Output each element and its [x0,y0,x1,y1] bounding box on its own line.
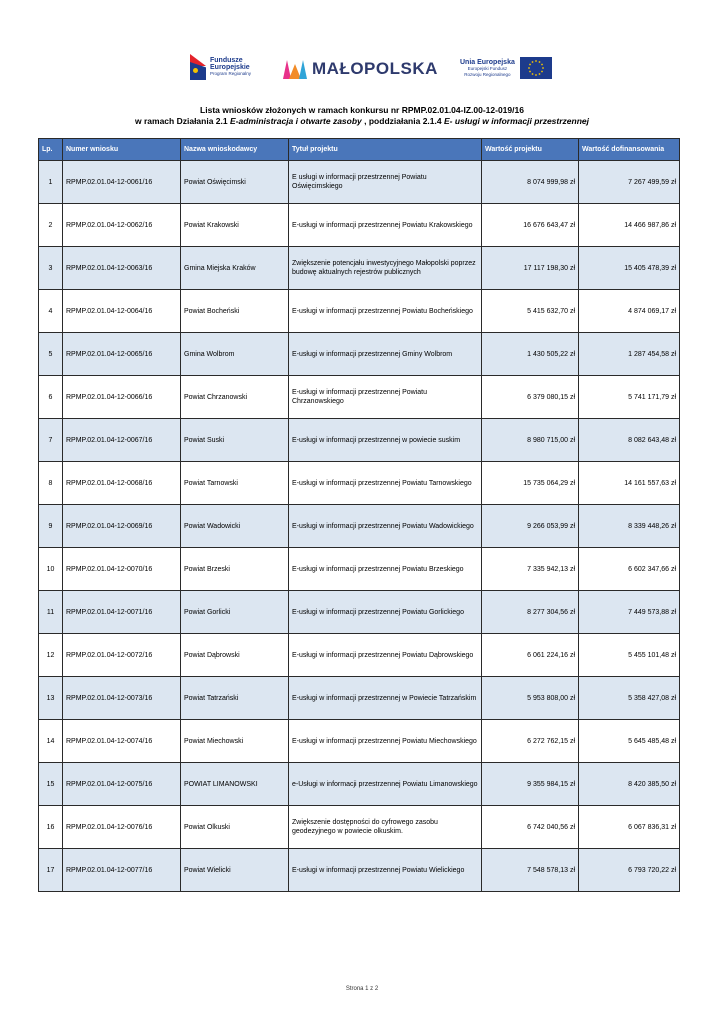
cell-nazwa-wnioskodawcy: Powiat Dąbrowski [181,634,289,677]
cell-wartosc-dofinansowania: 5 741 171,79 zł [579,376,680,419]
cell-numer-wniosku: RPMP.02.01.04-12-0077/16 [63,849,181,892]
cell-tytul-projektu: E-usługi w informacji przestrzennej Powiatu Brzeskiego [289,548,482,591]
cell-wartosc-dofinansowania: 5 645 485,48 zł [579,720,680,763]
table-row [39,720,680,763]
cell-numer-wniosku: RPMP.02.01.04-12-0063/16 [63,247,181,290]
table-row [39,548,680,591]
table-row [39,247,680,290]
cell-lp: 1 [39,161,63,204]
table-row [39,204,680,247]
fe-mark-icon [190,54,206,80]
malopolska-wordmark: MAŁOPOLSKA [312,59,438,78]
title-line1: Lista wniosków złożonych w ramach konkursu nr RPMP.02.01.04-IZ.00-12-019/16 [200,105,524,115]
cell-nazwa-wnioskodawcy: Powiat Tarnowski [181,462,289,505]
cell-nazwa-wnioskodawcy: Powiat Oświęcimski [181,161,289,204]
table-row [39,849,680,892]
cell-wartosc-dofinansowania: 6 602 347,66 zł [579,548,680,591]
cell-numer-wniosku: RPMP.02.01.04-12-0070/16 [63,548,181,591]
page-footer: Strona 1 z 2 [345,986,379,992]
cell-nazwa-wnioskodawcy: Powiat Olkuski [181,806,289,849]
eu-flag-icon [520,57,552,79]
cell-tytul-projektu: E-usługi w informacji przestrzennej Powiatu Tarnowskiego [289,462,482,505]
table-row [39,763,680,806]
cell-numer-wniosku: RPMP.02.01.04-12-0067/16 [63,419,181,462]
cell-wartosc-dofinansowania: 6 067 836,31 zł [579,806,680,849]
cell-wartosc-projektu: 1 430 505,22 zł [482,333,579,376]
cell-nazwa-wnioskodawcy: Powiat Bocheński [181,290,289,333]
cell-lp: 15 [39,763,63,806]
cell-lp: 7 [39,419,63,462]
cell-lp: 11 [39,591,63,634]
cell-nazwa-wnioskodawcy: Powiat Krakowski [181,204,289,247]
cell-numer-wniosku: RPMP.02.01.04-12-0075/16 [63,763,181,806]
cell-wartosc-dofinansowania: 14 466 987,86 zł [579,204,680,247]
document-title [0,105,724,127]
cell-lp: 13 [39,677,63,720]
cell-wartosc-dofinansowania: 5 358 427,08 zł [579,677,680,720]
cell-tytul-projektu: E-usługi w informacji przestrzennej Powiatu Miechowskiego [289,720,482,763]
table-row [39,333,680,376]
fe-line3: Program Regionalny [210,71,252,77]
cell-lp: 8 [39,462,63,505]
cell-lp: 10 [39,548,63,591]
table-row [39,677,680,720]
cell-wartosc-projektu: 6 742 040,56 zł [482,806,579,849]
cell-wartosc-dofinansowania: 5 455 101,48 zł [579,634,680,677]
cell-lp: 6 [39,376,63,419]
cell-tytul-projektu: e-Usługi w informacji przestrzennej Powiatu Limanowskiego [289,763,482,806]
cell-nazwa-wnioskodawcy: Powiat Gorlicki [181,591,289,634]
cell-wartosc-projektu: 8 980 715,00 zł [482,419,579,462]
cell-tytul-projektu: E-usługi w informacji przestrzennej Gminy Wolbrom [289,333,482,376]
cell-nazwa-wnioskodawcy: Gmina Miejska Kraków [181,247,289,290]
cell-wartosc-projektu: 6 379 080,15 zł [482,376,579,419]
cell-wartosc-projektu: 6 272 762,15 zł [482,720,579,763]
table-row [39,290,680,333]
header-tytul-projektu: Tytuł projektu [289,139,482,161]
cell-tytul-projektu: E-usługi w informacji przestrzennej w Powiecie Tatrzańskim [289,677,482,720]
cell-wartosc-projektu: 5 953 808,00 zł [482,677,579,720]
fe-line2: Europejskie [210,64,250,72]
cell-tytul-projektu: E-usługi w informacji przestrzennej Powiatu Chrzanowskiego [289,376,482,419]
eu-line1: Unia Europejska [460,59,515,66]
cell-wartosc-dofinansowania: 8 420 385,50 zł [579,763,680,806]
table-row [39,806,680,849]
table-row [39,419,680,462]
fe-line1: Fundusze [210,57,243,65]
unia-europejska-logo [460,57,552,79]
logos-bar [0,52,724,88]
applications-table [38,138,680,892]
cell-numer-wniosku: RPMP.02.01.04-12-0069/16 [63,505,181,548]
eu-line3: Rozwoju Regionalnego [464,71,511,77]
cell-tytul-projektu: E-usługi w informacji przestrzennej w powiecie suskim [289,419,482,462]
cell-wartosc-dofinansowania: 7 449 573,88 zł [579,591,680,634]
header-wartosc-dofinansowania: Wartość dofinansowania [579,139,680,161]
cell-tytul-projektu: Zwiększenie dostępności do cyfrowego zasobu geodezyjnego w powiecie olkuskim. [289,806,482,849]
cell-lp: 14 [39,720,63,763]
cell-wartosc-projektu: 17 117 198,30 zł [482,247,579,290]
cell-lp: 12 [39,634,63,677]
cell-nazwa-wnioskodawcy: Powiat Wielicki [181,849,289,892]
cell-nazwa-wnioskodawcy: Gmina Wolbrom [181,333,289,376]
cell-tytul-projektu: E-usługi w informacji przestrzennej Powiatu Krakowskiego [289,204,482,247]
malopolska-mark-icon [282,58,308,80]
cell-nazwa-wnioskodawcy: Powiat Tatrzański [181,677,289,720]
cell-wartosc-projektu: 7 335 942,13 zł [482,548,579,591]
cell-lp: 17 [39,849,63,892]
fundusze-europejskie-logo [190,54,251,80]
header-nazwa-wnioskodawcy: Nazwa wnioskodawcy [181,139,289,161]
cell-wartosc-dofinansowania: 15 405 478,39 zł [579,247,680,290]
cell-lp: 16 [39,806,63,849]
cell-numer-wniosku: RPMP.02.01.04-12-0066/16 [63,376,181,419]
cell-wartosc-projektu: 16 676 643,47 zł [482,204,579,247]
table-row [39,161,680,204]
title-line2: w ramach Działania 2.1 E-administracja i otwarte zasoby , poddziałania 2.1.4 E- usługi w informacji przestrzennej [135,116,589,126]
cell-wartosc-projektu: 15 735 064,29 zł [482,462,579,505]
table-row [39,462,680,505]
header-wartosc-projektu: Wartość projektu [482,139,579,161]
cell-wartosc-dofinansowania: 7 267 499,59 zł [579,161,680,204]
cell-tytul-projektu: E-usługi w informacji przestrzennej Powiatu Wadowickiego [289,505,482,548]
cell-wartosc-projektu: 7 548 578,13 zł [482,849,579,892]
cell-tytul-projektu: E-usługi w informacji przestrzennej Powiatu Wielickiego [289,849,482,892]
cell-nazwa-wnioskodawcy: Powiat Suski [181,419,289,462]
cell-wartosc-dofinansowania: 8 082 643,48 zł [579,419,680,462]
cell-tytul-projektu: E-usługi w informacji przestrzennej Powiatu Dąbrowskiego [289,634,482,677]
cell-wartosc-dofinansowania: 1 287 454,58 zł [579,333,680,376]
cell-nazwa-wnioskodawcy: Powiat Chrzanowski [181,376,289,419]
cell-nazwa-wnioskodawcy: POWIAT LIMANOWSKI [181,763,289,806]
cell-tytul-projektu: E usługi w informacji przestrzennej Powiatu Oświęcimskiego [289,161,482,204]
cell-nazwa-wnioskodawcy: Powiat Brzeski [181,548,289,591]
cell-wartosc-dofinansowania: 4 874 069,17 zł [579,290,680,333]
table-header-row [39,139,680,161]
cell-wartosc-projektu: 8 277 304,56 zł [482,591,579,634]
cell-tytul-projektu: E-usługi w informacji przestrzennej Powiatu Bocheńskiego [289,290,482,333]
cell-wartosc-projektu: 5 415 632,70 zł [482,290,579,333]
cell-nazwa-wnioskodawcy: Powiat Wadowicki [181,505,289,548]
cell-numer-wniosku: RPMP.02.01.04-12-0071/16 [63,591,181,634]
cell-numer-wniosku: RPMP.02.01.04-12-0064/16 [63,290,181,333]
cell-wartosc-projektu: 6 061 224,16 zł [482,634,579,677]
cell-tytul-projektu: E-usługi w informacji przestrzennej Powiatu Gorlickiego [289,591,482,634]
table-body [39,161,680,892]
malopolska-logo [282,58,438,80]
cell-lp: 2 [39,204,63,247]
cell-numer-wniosku: RPMP.02.01.04-12-0068/16 [63,462,181,505]
cell-wartosc-projektu: 8 074 999,98 zł [482,161,579,204]
cell-wartosc-dofinansowania: 14 161 557,63 zł [579,462,680,505]
header-numer-wniosku: Numer wniosku [63,139,181,161]
cell-nazwa-wnioskodawcy: Powiat Miechowski [181,720,289,763]
table-row [39,634,680,677]
table-row [39,376,680,419]
cell-lp: 9 [39,505,63,548]
cell-wartosc-dofinansowania: 6 793 720,22 zł [579,849,680,892]
cell-numer-wniosku: RPMP.02.01.04-12-0072/16 [63,634,181,677]
eu-line2: Europejski Fundusz [467,66,508,71]
cell-wartosc-projektu: 9 355 984,15 zł [482,763,579,806]
cell-numer-wniosku: RPMP.02.01.04-12-0074/16 [63,720,181,763]
cell-lp: 5 [39,333,63,376]
cell-numer-wniosku: RPMP.02.01.04-12-0076/16 [63,806,181,849]
table-row [39,591,680,634]
table-row [39,505,680,548]
cell-numer-wniosku: RPMP.02.01.04-12-0061/16 [63,161,181,204]
cell-numer-wniosku: RPMP.02.01.04-12-0062/16 [63,204,181,247]
cell-numer-wniosku: RPMP.02.01.04-12-0065/16 [63,333,181,376]
header-lp: Lp. [39,139,63,161]
cell-lp: 4 [39,290,63,333]
cell-tytul-projektu: Zwiększenie potencjału inwestycyjnego Małopolski poprzez budowę aktualnych rejestrów publicznych [289,247,482,290]
cell-wartosc-projektu: 9 266 053,99 zł [482,505,579,548]
cell-wartosc-dofinansowania: 8 339 448,26 zł [579,505,680,548]
cell-numer-wniosku: RPMP.02.01.04-12-0073/16 [63,677,181,720]
cell-lp: 3 [39,247,63,290]
